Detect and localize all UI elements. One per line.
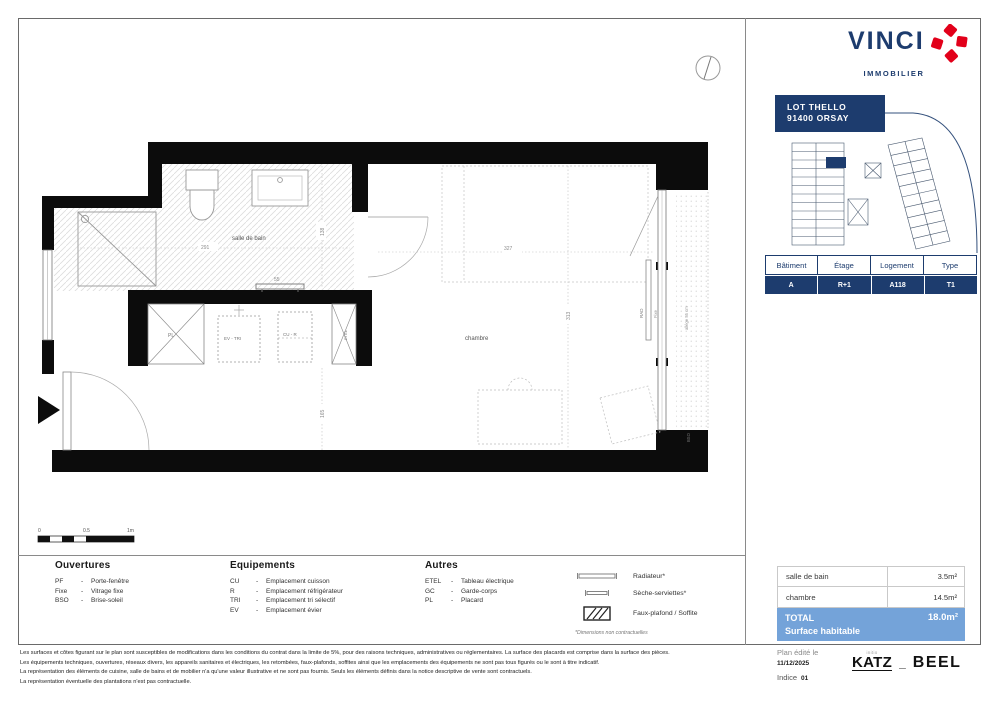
surface-room: salle de bain (786, 572, 829, 581)
katz-logo-top-text: initio (866, 650, 878, 655)
legend-abbr: ETEL (425, 578, 442, 585)
north-indicator-icon (696, 56, 720, 80)
disclaimer (20, 649, 745, 687)
left-window (43, 250, 52, 340)
scale-0: 0 (38, 528, 41, 534)
katz-logo (852, 650, 892, 671)
disclaimer-line: La représentation des éléments de cuisine, salle de bains et de mobilier n'a qu'une valeur illustrative et ne sont pas fournis. Seuls les éléments définis dans la notice descriptive de vente sont contractuels. (20, 669, 532, 676)
ev-tri-label: EV - TRI (224, 336, 242, 341)
surfaces-table (777, 566, 965, 641)
dim-bedroom-height: 313 (566, 311, 572, 320)
radiator-symbol-icon (575, 572, 619, 580)
surface-total-sublabel: Surface habitable (785, 625, 861, 636)
dim-bathroom-height: 138 (320, 227, 326, 236)
floor-plan (19, 19, 745, 555)
katz-logo-text: KATZ (852, 654, 893, 671)
entry-arrow-icon (38, 396, 60, 424)
bathroom-door (368, 217, 428, 277)
legend-label: Emplacement cuisson (266, 578, 330, 585)
ceiling-symbol-label: Faux-plafond / Soffite (633, 610, 698, 617)
soffit-zone (442, 166, 648, 282)
bathroom-label: salle de bain (232, 236, 266, 242)
beel-logo: BEEL (912, 654, 962, 671)
closet-pl (148, 304, 204, 364)
highlighted-unit (826, 157, 846, 168)
radiator-icon (646, 260, 651, 340)
rad-label: RAD (639, 308, 644, 318)
legend-abbr: CU (230, 578, 240, 585)
cooking-fridge-zone (278, 312, 312, 362)
vinci-logo (848, 24, 980, 78)
legend-equipment-title: Equipements (230, 560, 295, 571)
allege-label: allège 55 cm (684, 306, 689, 330)
index-label: Indice (777, 673, 798, 682)
surface-total-row (777, 608, 965, 641)
unit-table-value-type: T1 (925, 276, 977, 294)
legend-abbr: PL (425, 597, 433, 604)
unit-table-value-logement: A118 (872, 276, 924, 294)
towel-dryer-symbol-icon (575, 589, 619, 597)
surface-total-value: 18.0m² (927, 612, 958, 623)
legend-label: Brise-soleil (91, 597, 123, 604)
architects-logos (852, 650, 978, 671)
legend-symbols (575, 572, 697, 636)
balcony-area (676, 192, 708, 430)
dim-bedroom-width: 327 (504, 246, 513, 252)
legend-openings: Ouvertures PF - Porte-fenêtre Fixe - Vitrage fixe BSO - Brise-soleil (55, 560, 129, 604)
architects-separator: _ (899, 656, 906, 670)
legend-label: Emplacement tri sélectif (266, 597, 335, 604)
legend-openings-title: Ouvertures (55, 560, 111, 571)
dim-entry: 165 (320, 409, 326, 418)
legend-abbr: R (230, 587, 235, 595)
unit-table (765, 255, 977, 294)
lot-location: 91400 ORSAY (787, 113, 850, 123)
surface-row (777, 566, 965, 587)
unit-table-header: Bâtiment (765, 255, 818, 275)
radiator-symbol-label: Radiateur* (633, 572, 666, 580)
legend-label: Emplacement réfrigérateur (266, 587, 343, 595)
lot-box (775, 95, 885, 132)
vinci-subtitle: IMMOBILIER (863, 69, 925, 78)
legend-abbr: BSO (55, 597, 69, 604)
vinci-mark-icon (930, 24, 968, 69)
bedroom-label: chambre (465, 336, 489, 342)
disclaimer-line: La représentation éventuelle des plantations n'est pas contractuelle. (20, 678, 192, 685)
legend-label: Vitrage fixe (91, 587, 124, 595)
legend-label: Garde-corps (461, 587, 498, 595)
surface-row (777, 587, 965, 608)
surface-room: chambre (786, 592, 816, 602)
surface-value: 3.5m² (887, 567, 964, 586)
legend-abbr: Fixe (55, 587, 68, 595)
lot-name: LOT THELLO (787, 102, 847, 112)
scale-1m: 1m (127, 528, 134, 534)
legend-label: Porte-fenêtre (91, 578, 129, 585)
disclaimer-line: Les surfaces et côtes figurant sur le plan sont susceptibles de modifications dans les conditions du contrat dans la limite de 5%, pour des raisons techniques, administratives ou réglementaires. La surface des placards est comprise dans la surface des pièces. (20, 650, 670, 656)
disclaimer-line: Les équipements techniques, ouvertures, réseaux divers, les appareils sanitaires et électriques, les retombées, faux-plafonds, soffites ainsi que les emplacements des équipements ne sont pas tous figurés ou le sont à titre indicatif. (20, 659, 600, 666)
unit-table-header: Étage (817, 255, 871, 275)
legend-abbr: GC (425, 587, 435, 595)
vinci-wordmark: VINCI (848, 27, 925, 55)
legend-label: Tableau électrique (461, 578, 514, 585)
edited-date: 11/12/2025 (777, 660, 810, 667)
bso-label: BSO (686, 433, 691, 442)
etel-label: ETEL (343, 329, 348, 340)
towel-dryer-symbol-label: Sèche-serviettes* (633, 589, 687, 597)
edited-label: Plan édité le (777, 648, 819, 657)
vertical-divider (745, 18, 746, 645)
legend-equipment: Equipements CU - Emplacement cuisson R - Emplacement réfrigérateur TRI - Emplacement tri sélectif EV - Emplacement évier (230, 560, 343, 614)
unit-table-header: Type (923, 255, 977, 275)
ceiling-symbol-icon (575, 606, 619, 621)
fixe-label: Fixe (653, 310, 658, 318)
key-plan (770, 135, 975, 253)
sink-icon (252, 170, 308, 206)
legend-abbr: TRI (230, 597, 241, 604)
dim-towel: 55 (274, 277, 280, 283)
dim-bathroom-width: 291 (201, 245, 210, 251)
pl-label: PL (168, 333, 175, 339)
legend-label: Placard (461, 597, 484, 604)
legend-abbr: PF (55, 578, 64, 585)
legend-others: Autres ETEL - Tableau électrique GC - Garde-corps PL - Placard (425, 560, 514, 604)
unit-table-value-batiment: A (765, 276, 817, 294)
legend-others-title: Autres (425, 560, 458, 571)
unit-table-value-etage: R+1 (818, 276, 870, 294)
entrance-door (63, 372, 149, 450)
walls (42, 142, 708, 472)
furniture (478, 378, 660, 444)
cu-r-label: CU - R (283, 332, 297, 337)
scale-bar (38, 528, 134, 542)
index-value: 01 (801, 675, 809, 682)
surface-value: 14.5m² (887, 587, 964, 607)
legend-footnote: *Dimensions non contractuelles (575, 630, 648, 636)
legend-abbr: EV (230, 606, 239, 614)
surface-total-label: TOTAL (785, 613, 815, 623)
legend-divider (18, 555, 745, 556)
plan-meta (777, 648, 818, 682)
scale-05: 0.5 (83, 528, 90, 534)
unit-table-header: Logement (870, 255, 924, 275)
legend-label: Emplacement évier (266, 606, 322, 614)
sink-tri-zone (218, 305, 260, 362)
